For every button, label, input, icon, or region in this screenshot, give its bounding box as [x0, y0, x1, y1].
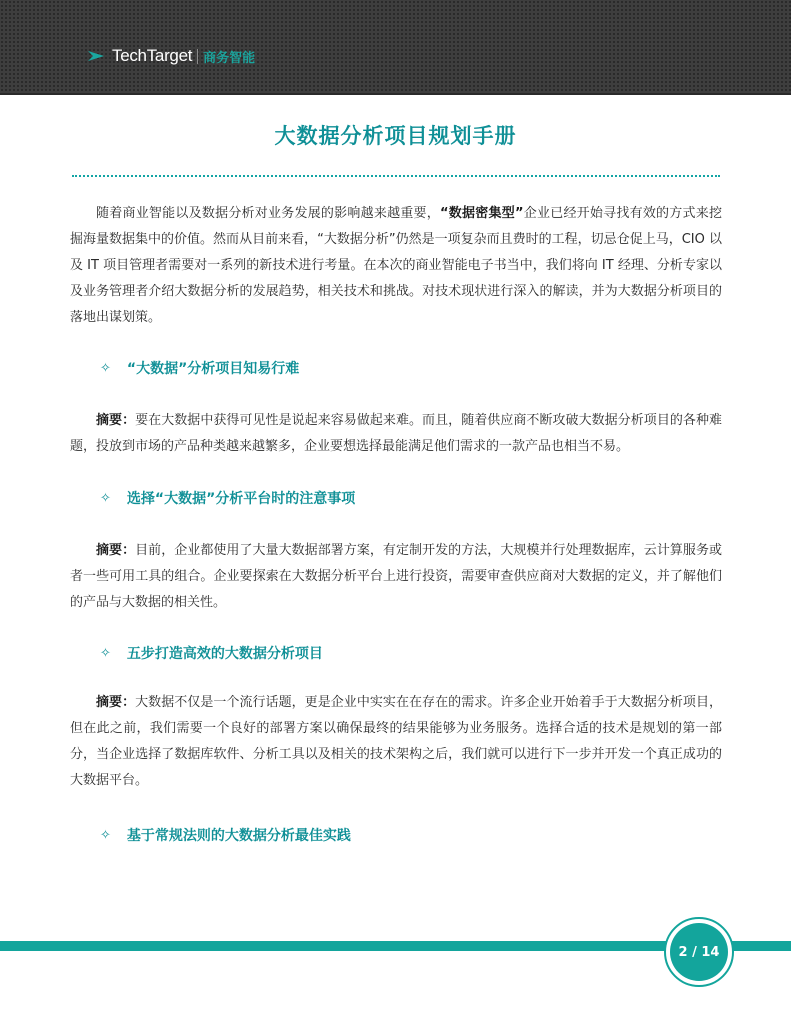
section-heading-text: “大数据”分析项目知易行难 [126, 361, 300, 377]
page-title: 大数据分析项目规划手册 [274, 124, 517, 148]
diamond-bullet-icon: ✧ [100, 360, 111, 376]
intro-bold-term: “数据密集型” [440, 206, 524, 221]
intro-paragraph [70, 201, 722, 331]
page-number: 2 / 14 [670, 923, 728, 981]
summary-label: 摘要： [96, 543, 136, 558]
page-header [0, 0, 791, 95]
title-divider [72, 175, 720, 177]
diamond-bullet-icon: ✧ [100, 645, 111, 661]
section-heading-2[interactable] [100, 488, 355, 508]
diamond-bullet-icon: ✧ [100, 827, 111, 843]
section-heading-text: 基于常规法则的大数据分析最佳实践 [126, 828, 351, 844]
summary-label: 摘要： [96, 695, 136, 710]
diamond-bullet-icon: ✧ [100, 490, 111, 506]
page-indicator [664, 917, 734, 987]
logo-section-text: 商务智能 [203, 50, 256, 66]
section-summary-3 [70, 690, 722, 794]
section-heading-4[interactable] [100, 825, 351, 845]
logo-divider [197, 49, 198, 64]
section-summary-2 [70, 538, 722, 616]
techtarget-logo[interactable] [88, 44, 255, 68]
summary-text: 要在大数据中获得可见性是说起来容易做起来难。而且，随着供应商不断攻破大数据分析项目的各种难题，投放到市场的产品种类越来越繁多，企业要想选择最能满足他们需求的一款产品也相当不易。 [70, 413, 722, 454]
section-heading-text: 选择“大数据”分析平台时的注意事项 [126, 491, 356, 507]
logo-arrow-icon [88, 49, 106, 63]
section-heading-3[interactable] [100, 643, 323, 663]
section-heading-text: 五步打造高效的大数据分析项目 [126, 646, 323, 662]
section-summary-1 [70, 408, 722, 460]
intro-text-2: 企业已经开始寻找有效的方式来挖掘海量数据集中的价值。然而从目前来看，“大数据分析”仍然是一项复杂而且费时的工程，切忌仓促上马，CIO 以及 IT 项目管理者需要对一系列的新技术进行考量。在本次的商业智能电子书当中，我们将向 IT 经理、分析专家以及业务管理者介绍大数据分析的发展趋势，相关技术和挑战。对技术现状进行深入的解读，并为大数据分析项目的落地出谋划策。 [70, 206, 722, 325]
logo-brand-text: TechTarget [112, 46, 193, 65]
summary-text: 目前，企业都使用了大量大数据部署方案，有定制开发的方法，大规模并行处理数据库，云计算服务或者一些可用工具的组合。企业要探索在大数据分析平台上进行投资，需要审查供应商对大数据的定义，并了解他们的产品与大数据的相关性。 [70, 543, 722, 610]
section-heading-1[interactable] [100, 358, 299, 378]
summary-label: 摘要： [96, 413, 136, 428]
summary-text: 大数据不仅是一个流行话题，更是企业中实实在在存在的需求。许多企业开始着手于大数据分析项目，但在此之前，我们需要一个良好的部署方案以确保最终的结果能够为业务服务。选择合适的技术是规划的第一部分，当企业选择了数据库软件、分析工具以及相关的技术架构之后，我们就可以进行下一步并开发一个真正成功的大数据平台。 [70, 695, 722, 788]
intro-text-1: 随着商业智能以及数据分析对业务发展的影响越来越重要， [96, 206, 441, 221]
